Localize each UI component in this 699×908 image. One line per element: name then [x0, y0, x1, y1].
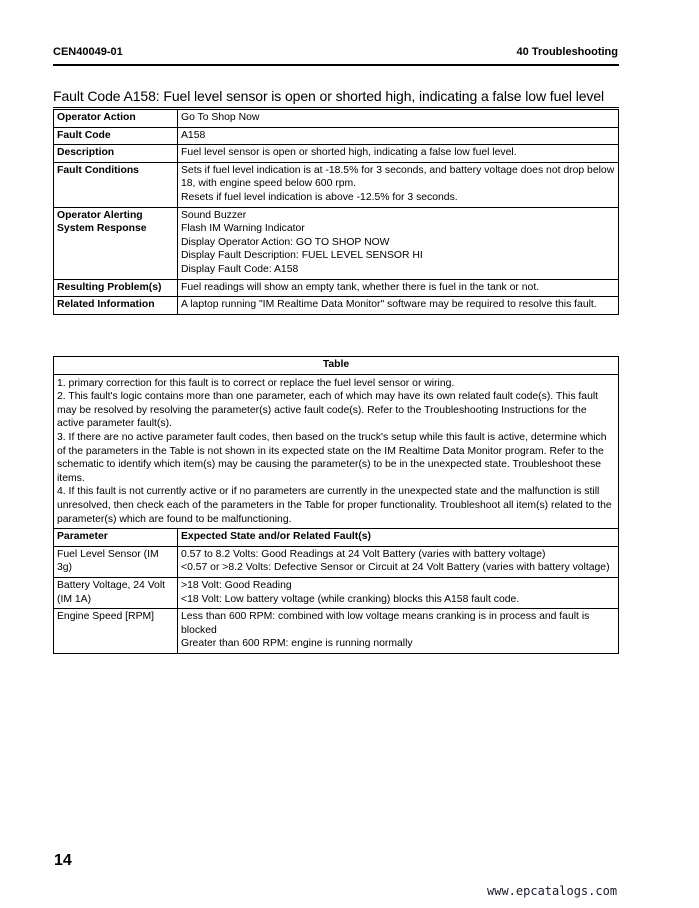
value-line: Fuel readings will show an empty tank, whether there is fuel in the tank or not.	[181, 281, 540, 293]
note-item: 1. primary correction for this fault is to correct or replace the fuel level sensor or wiring.	[57, 377, 455, 389]
column-header-row	[54, 529, 619, 547]
value-line: Flash IM Warning Indicator	[181, 223, 305, 235]
parameter-name: Battery Voltage, 24 Volt (IM 1A)	[54, 577, 178, 608]
expected-state	[178, 609, 619, 654]
row-value	[178, 162, 619, 207]
state-line: Greater than 600 RPM: engine is running normally	[181, 638, 413, 650]
table-caption-row	[54, 357, 619, 375]
row-label: Operator Alerting System Response	[54, 207, 178, 279]
value-line: Sets if fuel level indication is at -18.5% for 3 seconds, and battery voltage does not drop below 18, with engine speed below 600 rpm.	[181, 164, 615, 190]
header-divider	[53, 64, 619, 66]
value-line: Display Fault Code: A158	[181, 263, 299, 275]
value-line: A laptop running "IM Realtime Data Monitor" software may be required to resolve this fault.	[181, 299, 597, 311]
troubleshooting-notes	[54, 374, 619, 529]
table-row	[54, 546, 619, 577]
state-line: Less than 600 RPM: combined with low voltage means cranking is in process and fault is blocked	[181, 611, 590, 636]
document-id: CEN40049-01	[53, 46, 123, 58]
value-line: Sound Buzzer	[181, 209, 247, 221]
table-row	[54, 577, 619, 608]
row-value	[178, 127, 619, 145]
parameter-name: Engine Speed [RPM]	[54, 609, 178, 654]
table-caption: Table	[54, 357, 619, 375]
value-line: Display Fault Description: FUEL LEVEL SENSOR HI	[181, 250, 423, 262]
row-value	[178, 297, 619, 315]
notes-row	[54, 374, 619, 529]
fault-title: Fault Code A158: Fuel level sensor is open or shorted high, indicating a false low fuel level	[53, 88, 605, 104]
note-item: 3. If there are no active parameter fault codes, then based on the truck's setup while this fault is active, determine which of the parameters in the Table is not shown in its expected state on the IM Realtime Data Monitor program. Refer to the schematic to identify which item(s) may be causing the parameter(s) to be in the unexpected state. Troubleshoot these items.	[57, 431, 607, 484]
note-item: 4. If this fault is not currently active or if no parameters are currently in the unexpected state and the malfunction is still unresolved, then check each of the parameters in the Table for proper functionality. Troubleshoot all item(s) related to the parameter(s) which are found to be malfunctioning.	[57, 486, 612, 525]
table-row	[54, 207, 619, 279]
table-row	[54, 279, 619, 297]
value-line: Resets if fuel level indication is above -12.5% for 3 seconds.	[181, 191, 458, 203]
row-label: Related Information	[54, 297, 178, 315]
table-row	[54, 145, 619, 163]
row-value	[178, 145, 619, 163]
page-number: 14	[54, 852, 72, 869]
title-divider	[53, 107, 619, 108]
row-value	[178, 279, 619, 297]
watermark-link[interactable]: www.epcatalogs.com	[487, 884, 618, 898]
note-item: 2. This fault's logic contains more than one parameter, each of which may have its own related fault code(s). This fault may be resolved by resolving the parameter(s) active fault code(s). Refer to the Troubleshooting Instructions for the active parameter fault(s).	[57, 391, 599, 430]
column-header-expected-state: Expected State and/or Related Fault(s)	[178, 529, 619, 547]
value-line: Fuel level sensor is open or shorted high, indicating a false low fuel level.	[181, 147, 517, 159]
parameters-table	[53, 356, 619, 654]
expected-state	[178, 546, 619, 577]
row-label: Fault Code	[54, 127, 178, 145]
row-label: Resulting Problem(s)	[54, 279, 178, 297]
row-value	[178, 207, 619, 279]
table-row	[54, 609, 619, 654]
state-line: <18 Volt: Low battery voltage (while cranking) blocks this A158 fault code.	[181, 593, 520, 605]
row-label: Description	[54, 145, 178, 163]
state-line: <0.57 or >8.2 Volts: Defective Sensor or Circuit at 24 Volt Battery (varies with battery voltage)	[181, 562, 610, 574]
column-header-parameter: Parameter	[54, 529, 178, 547]
fault-info-table	[53, 109, 619, 315]
row-label: Operator Action	[54, 110, 178, 128]
page-header	[53, 46, 618, 58]
table-row	[54, 110, 619, 128]
value-line: A158	[181, 129, 206, 141]
expected-state	[178, 577, 619, 608]
row-value	[178, 110, 619, 128]
table-row	[54, 127, 619, 145]
state-line: 0.57 to 8.2 Volts: Good Readings at 24 Volt Battery (varies with battery voltage)	[181, 548, 546, 560]
table-row	[54, 162, 619, 207]
value-line: Go To Shop Now	[181, 112, 260, 123]
row-label: Fault Conditions	[54, 162, 178, 207]
value-line: Display Operator Action: GO TO SHOP NOW	[181, 236, 390, 248]
section-title: 40 Troubleshooting	[516, 46, 618, 58]
parameter-name: Fuel Level Sensor (IM 3g)	[54, 546, 178, 577]
state-line: >18 Volt: Good Reading	[181, 579, 292, 591]
table-row	[54, 297, 619, 315]
